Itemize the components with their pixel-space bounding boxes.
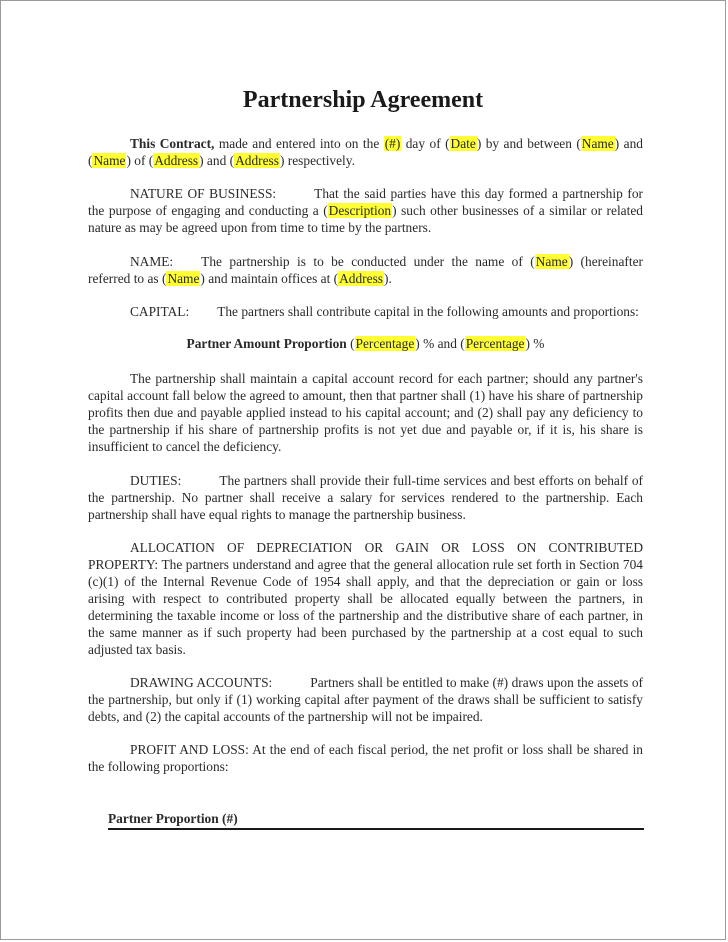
highlight-name-1: Name	[581, 136, 614, 151]
highlight-percentage-1: Percentage	[355, 336, 415, 351]
nature-heading: NATURE OF BUSINESS:	[130, 186, 277, 201]
contract-lead: This Contract,	[130, 136, 215, 151]
name-heading: NAME:	[130, 254, 174, 269]
proportion-line: Partner Amount Proportion (Percentage) % and (Percentage) %	[186, 336, 545, 351]
capital-account-paragraph: The partnership shall maintain a capital account record for each partner; should any partner's capital account fall below the agreed to amount, then that partner shall (1) have his share of partnership profits then due and payable applied instead to his capital account; and (2) shall pay any deficiency to the partnership if his share of partnership profits is not yet due and payable or, if it is, his share is insufficient to cancel the deficiency.	[88, 371, 643, 454]
highlight-number: (#)	[384, 136, 401, 151]
highlight-address-3: Address	[339, 271, 384, 286]
partner-proportion-header: Partner Proportion (#)	[108, 811, 644, 830]
nature-of-business-paragraph: NATURE OF BUSINESS: That the said parties have this day formed a partnership for the purpose of engaging and conducting a (Description) such other businesses of a similar or related nature as may be agreed upon from time to time by the partners.	[88, 186, 644, 235]
name-paragraph: NAME: The partnership is to be conducted under the name of (Name) (hereinafter referred to as (Name) and maintain offices at (Address).	[88, 254, 643, 286]
drawing-heading: DRAWING ACCOUNTS:	[130, 675, 273, 690]
document-body	[88, 135, 643, 791]
capital-heading: CAPITAL:	[130, 304, 190, 319]
highlight-name-2: Name	[93, 153, 126, 168]
highlight-address-2: Address	[235, 153, 279, 168]
drawing-accounts-paragraph: DRAWING ACCOUNTS: Partners shall be entitled to make (#) draws upon the assets of the partnership, but only if (1) working capital after payment of the draws shall be sufficient to satisfy debts, and (2) the capital accounts of the partnership will not be impaired.	[88, 675, 643, 724]
document-title: Partnership Agreement	[242, 87, 484, 113]
duties-paragraph: DUTIES: The partners shall provide their full-time services and best efforts on behalf of the partnership. No partner shall receive a salary for services rendered to the partnership. Each partnership shall have equal rights to manage the partnership business.	[88, 473, 643, 522]
duties-heading: DUTIES:	[130, 473, 182, 488]
allocation-heading: ALLOCATION OF DEPRECIATION OR GAIN OR LOSS ON CONTRIBUTED PROPERTY:	[88, 540, 643, 572]
allocation-paragraph: ALLOCATION OF DEPRECIATION OR GAIN OR LOSS ON CONTRIBUTED PROPERTY: The partners understand and agree that the general allocation rule set forth in Section 704 (c)(1) of the Internal Revenue Code of 1954 shall apply, and that the depreciation or gain or loss arising with respect to contributed property shall be allocated equally between the partners, in determining the taxable income or loss of the partnership and the distributive share of each partner, in the same manner as if such property had been purchased by the partnership at a cost equal to such adjusted tax basis.	[88, 540, 643, 657]
highlight-address-1: Address	[154, 153, 199, 168]
profit-heading: PROFIT AND LOSS:	[130, 742, 249, 757]
capital-paragraph: CAPITAL: The partners shall contribute capital in the following amounts and proportions:	[130, 304, 639, 319]
proportion-label: Partner Amount Proportion	[186, 336, 347, 351]
highlight-name-3: Name	[535, 254, 568, 269]
highlight-date: Date	[450, 136, 476, 151]
highlight-percentage-2: Percentage	[465, 336, 525, 351]
profit-and-loss-paragraph: PROFIT AND LOSS: At the end of each fiscal period, the net profit or loss shall be shared in the following proportions:	[88, 742, 643, 774]
highlight-name-4: Name	[167, 271, 200, 286]
highlight-description: Description	[328, 203, 392, 218]
contract-paragraph: This Contract, made and entered into on the (#) day of (Date) by and between (Name) and (Name) of (Address) and (Address) respectively.	[88, 136, 643, 168]
